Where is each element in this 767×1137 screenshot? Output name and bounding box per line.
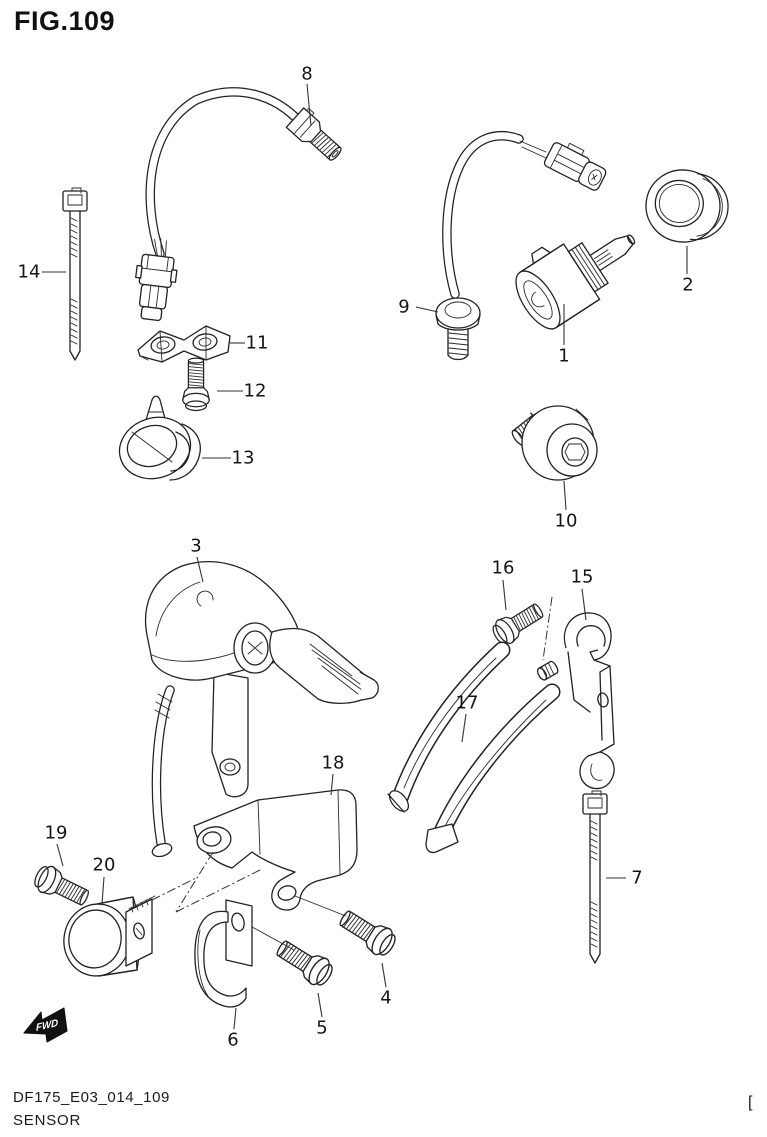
- part-label-15: 15: [570, 566, 594, 588]
- part-17-drawing: [386, 650, 552, 853]
- fwd-arrow-label: FWD: [35, 1017, 59, 1035]
- drawing-code: DF175_E03_014_109: [13, 1089, 170, 1106]
- figure-title: FIG.109: [14, 6, 116, 36]
- part-20-drawing: [58, 896, 155, 981]
- part-label-11: 11: [245, 332, 269, 354]
- part-14-drawing: [63, 188, 87, 360]
- part-label-16: 16: [491, 557, 515, 579]
- part-16-drawing: [489, 598, 547, 648]
- part-label-13: 13: [231, 447, 255, 469]
- fwd-arrow-icon: [24, 1008, 67, 1042]
- part-label-10: 10: [554, 510, 578, 532]
- part-8-drawing: [131, 92, 348, 322]
- part-label-6: 6: [227, 1029, 239, 1051]
- part-1-drawing: [503, 203, 652, 336]
- part-label-4: 4: [380, 987, 392, 1009]
- pin-detail-drawing: [536, 660, 560, 681]
- part-label-12: 12: [243, 380, 267, 402]
- part-label-19: 19: [44, 822, 68, 844]
- part-15-drawing: [564, 613, 614, 789]
- part-11-drawing: [138, 326, 230, 362]
- part-7-drawing: [583, 791, 607, 963]
- part-2-drawing: [641, 165, 732, 248]
- part-12-drawing: [183, 358, 210, 410]
- part-label-1: 1: [558, 345, 570, 367]
- part-label-17: 17: [455, 692, 479, 714]
- part-label-7: 7: [631, 867, 643, 889]
- part-6-drawing: [195, 900, 252, 1007]
- part-label-3: 3: [190, 535, 202, 557]
- part-label-14: 14: [17, 261, 41, 283]
- part-13-drawing: [111, 396, 200, 487]
- part-label-8: 8: [301, 63, 313, 85]
- part-label-20: 20: [92, 854, 116, 876]
- part-16-alignment-line: [543, 597, 552, 660]
- part-4-drawing: [335, 904, 400, 960]
- part-19-drawing: [31, 862, 93, 911]
- part-label-5: 5: [316, 1017, 328, 1039]
- part-18-drawing: [152, 790, 357, 950]
- page-bracket-mark: [: [748, 1094, 753, 1111]
- part-label-9: 9: [398, 296, 410, 318]
- part-label-18: 18: [321, 752, 345, 774]
- part-10-drawing: [508, 406, 597, 480]
- figure-name: SENSOR: [13, 1112, 82, 1129]
- part-label-2: 2: [682, 274, 694, 296]
